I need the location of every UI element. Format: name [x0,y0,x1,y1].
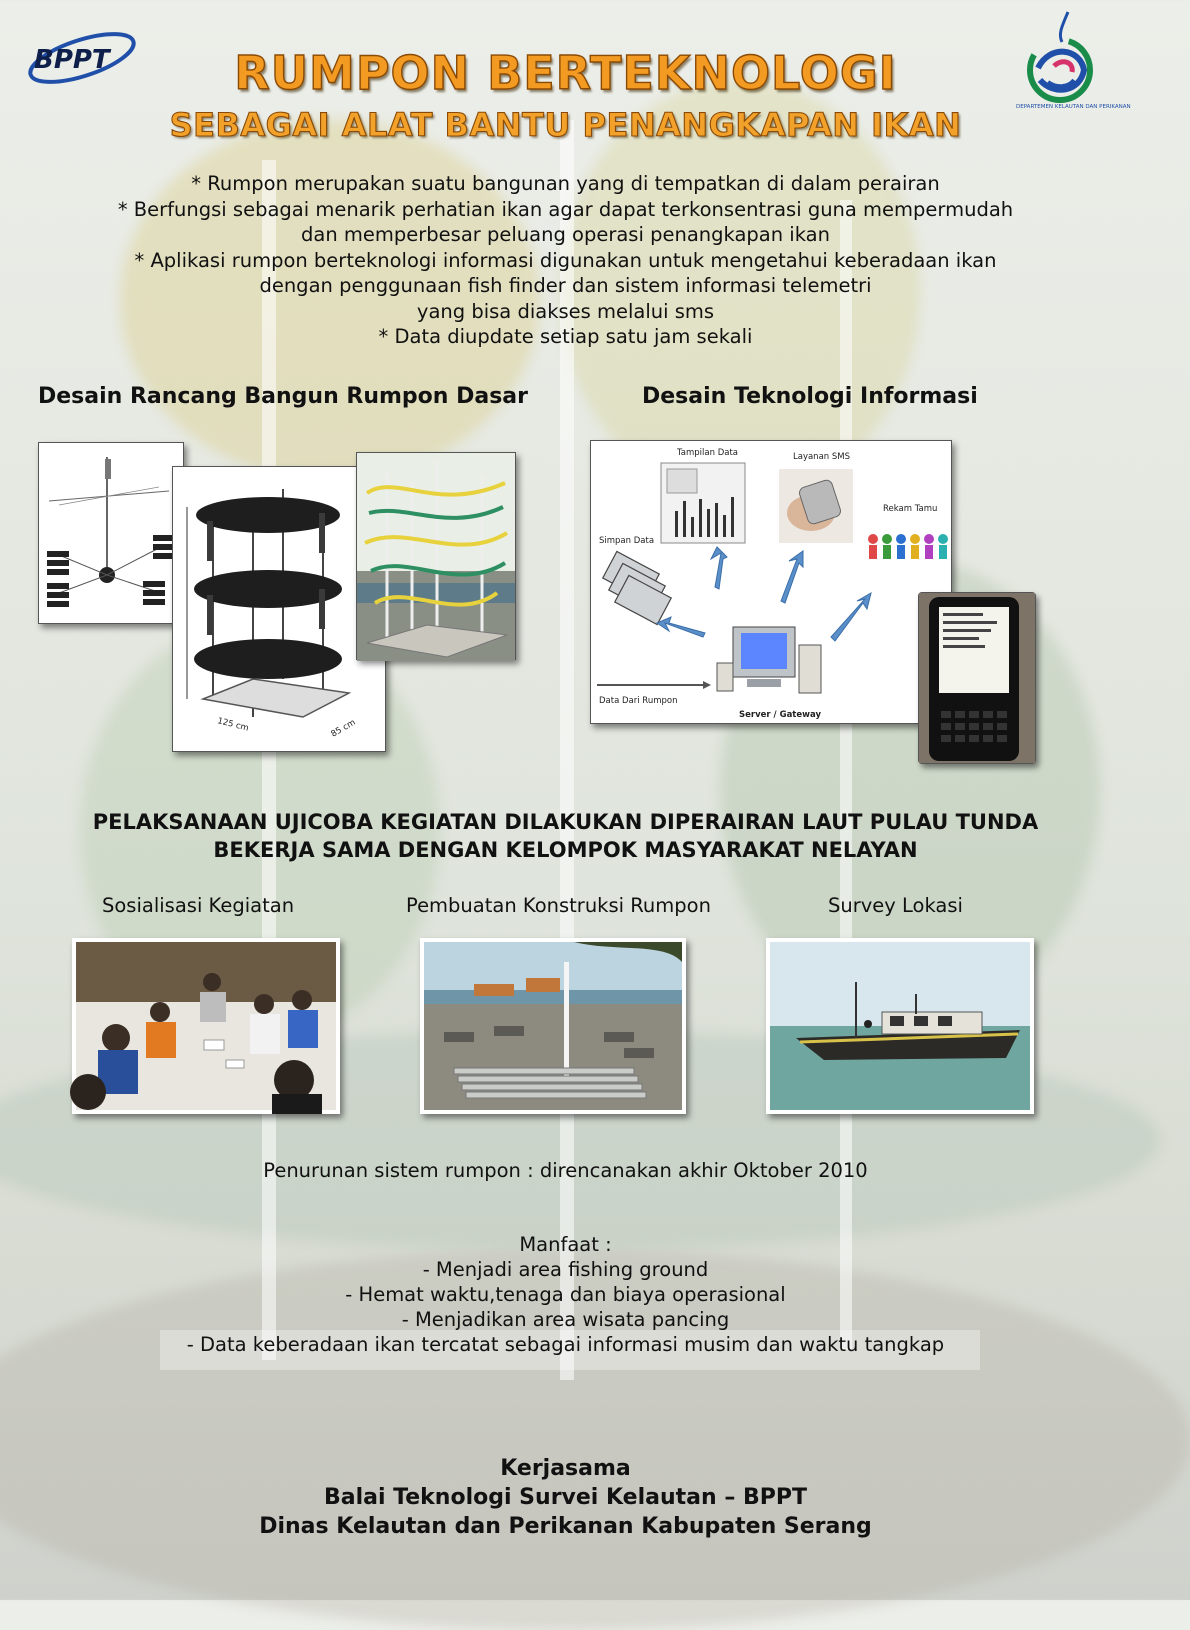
trial-line-1: PELAKSANAAN UJICOBA KEGIATAN DILAKUKAN DIPERAIRAN LAUT PULAU TUNDA [92,810,1039,834]
benefit-item: - Data keberadaan ikan tercatat sebagai informasi musim dan waktu tangkap [186,1333,945,1356]
caption-sosialisasi: Sosialisasi Kegiatan [102,894,295,917]
intro-line: yang bisa diakses melalui sms [416,299,715,323]
footer-line-2: Balai Teknologi Survei Kelautan – BPPT [323,1485,808,1510]
footer-credits [0,1454,1131,1541]
benefit-item: - Menjadikan area wisata pancing [401,1308,730,1331]
intro-text [0,171,1131,350]
page-title: RUMPON BERTEKNOLOGI [234,46,897,100]
intro-line: * Berfungsi sebagai menarik perhatian ikan agar dapat terkonsentrasi guna mempermudah [117,197,1014,221]
svg-text:125 cm: 125 cm [216,716,250,734]
intro-line: * Rumpon merupakan suatu bangunan yang di tempatkan di dalam perairan [191,172,940,195]
svg-text:Simpan Data: Simpan Data [599,536,655,546]
page-subtitle: SEBAGAI ALAT BANTU PENANGKAPAN IKAN [169,106,962,144]
benefits-heading: Manfaat : [519,1233,612,1256]
intro-line: dengan penggunaan fish finder dan sistem informasi telemetri [259,274,872,297]
benefit-item: - Menjadi area fishing ground [422,1258,709,1281]
svg-text:Rekam Tamu: Rekam Tamu [883,504,938,514]
svg-text:DEPARTEMEN KELAUTAN DAN PERIKA: DEPARTEMEN KELAUTAN DAN PERIKANAN [1016,104,1131,110]
mobile-phone-photo [918,592,1036,764]
schedule-text: Penurunan sistem rumpon : direncanakan akhir Oktober 2010 [263,1159,868,1182]
svg-text:Server / Gateway: Server / Gateway [739,710,822,720]
photo-survey [766,938,1034,1114]
svg-text:Data Dari Rumpon: Data Dari Rumpon [599,696,678,706]
footer-line-3: Dinas Kelautan dan Perikanan Kabupaten Serang [259,1514,872,1539]
information-system-diagram [590,440,952,724]
svg-text:BPPT: BPPT [34,45,110,75]
section-heading-design-left: Desain Rancang Bangun Rumpon Dasar [38,384,529,409]
rumpon-frame-drawing [172,466,386,752]
caption-konstruksi: Pembuatan Konstruksi Rumpon [406,894,711,917]
intro-line: * Data diupdate setiap satu jam sekali [378,325,753,348]
trial-line-2: BEKERJA SAMA DENGAN KELOMPOK MASYARAKAT NELAYAN [213,838,918,862]
photo-konstruksi [420,938,686,1114]
benefits-list [0,1232,1131,1357]
intro-line: dan memperbesar peluang operasi penangkapan ikan [301,223,830,246]
rumpon-photo [356,452,516,660]
rumpon-layout-sketch [38,442,184,624]
trial-statement [0,808,1131,864]
svg-text:Tampilan Data: Tampilan Data [677,448,738,458]
svg-text:85 cm: 85 cm [329,717,358,740]
intro-line: * Aplikasi rumpon berteknologi informasi digunakan untuk mengetahui keberadaan ikan [134,248,997,272]
benefit-item: - Hemat waktu,tenaga dan biaya operasional [345,1283,786,1306]
caption-survey: Survey Lokasi [828,894,963,917]
footer-line-1: Kerjasama [500,1456,631,1481]
photo-sosialisasi [72,938,340,1114]
section-heading-design-right: Desain Teknologi Informasi [642,384,978,409]
svg-text:Layanan SMS: Layanan SMS [793,452,850,462]
